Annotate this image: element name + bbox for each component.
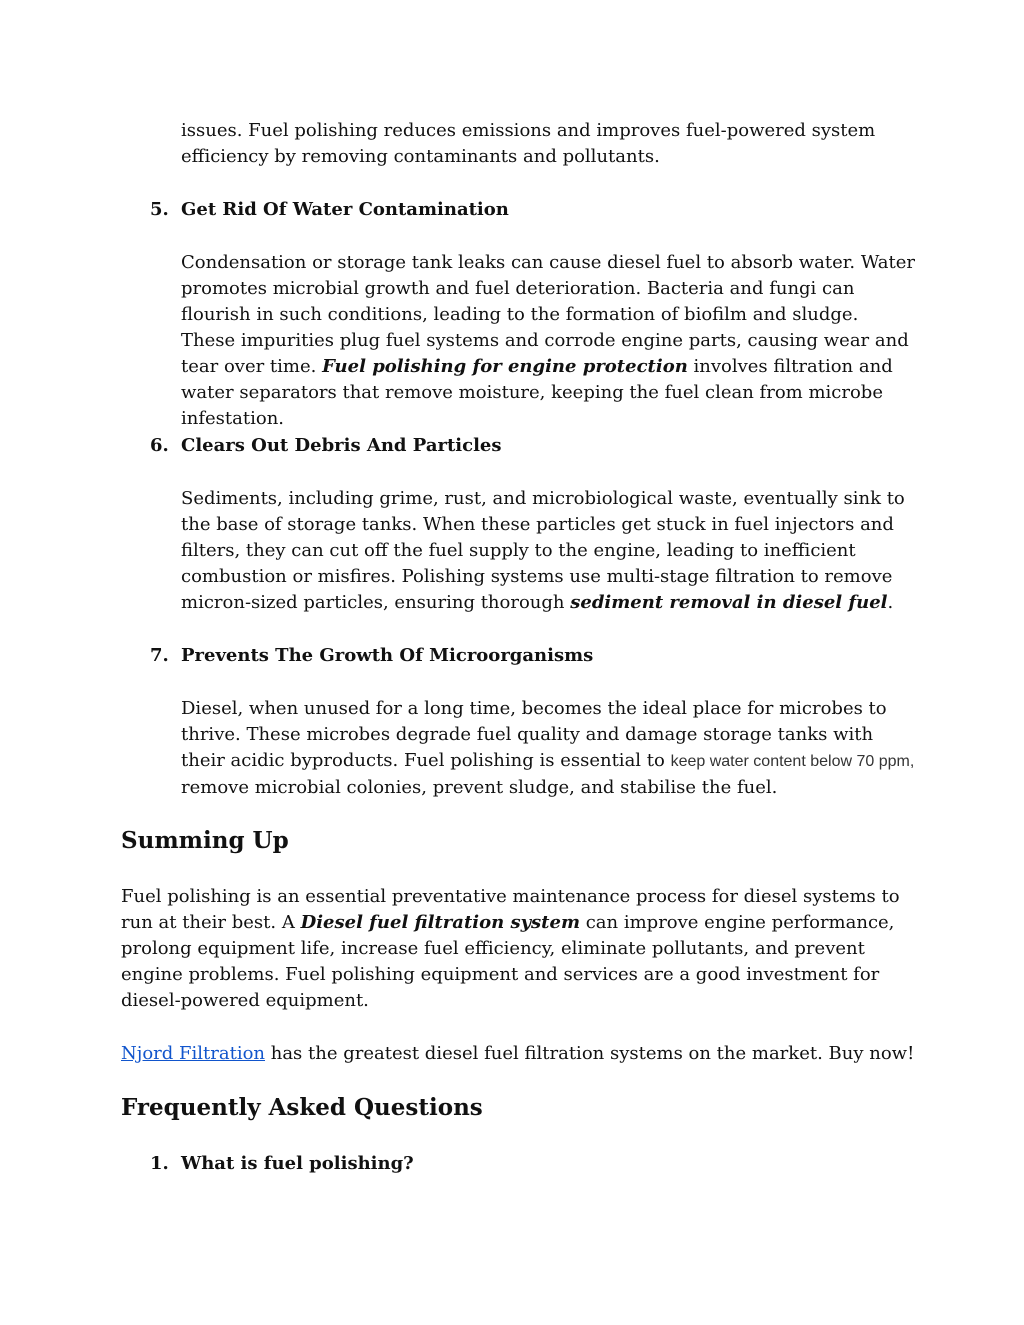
- list-item-heading-7: [150, 643, 910, 669]
- body-text: Fuel polishing is an essential preventative maintenance process for diesel systems to run at their best. A: [121, 886, 900, 933]
- list-item-body-6: [181, 486, 917, 616]
- njord-filtration-link[interactable]: Njord Filtration: [121, 1043, 266, 1064]
- emphasis-text: sediment removal in diesel fuel: [570, 592, 888, 613]
- list-item-title: Clears Out Debris And Particles: [181, 435, 502, 456]
- list-item-heading-6: [150, 433, 910, 459]
- faq-item-1: [150, 1151, 910, 1177]
- list-item-number: 5.: [150, 199, 169, 220]
- list-item-title: Prevents The Growth Of Microorganisms: [181, 645, 594, 666]
- cta-text: has the greatest diesel fuel filtration systems on the market. Buy now!: [265, 1043, 915, 1064]
- list-item-body-5: [181, 250, 917, 432]
- list-item-number: 7.: [150, 645, 169, 666]
- intro-line-1: issues. Fuel polishing reduces emissions and improves fuel-powered system: [181, 120, 876, 141]
- cta-paragraph: [121, 1041, 917, 1067]
- list-item-heading-5: [150, 197, 910, 223]
- section-heading-summing-up: Summing Up: [121, 827, 289, 854]
- emphasis-text: Diesel fuel filtration system: [300, 912, 580, 933]
- intro-paragraph: [181, 118, 917, 170]
- body-text: involves filtration and water separators that remove moisture, keeping the fuel clean from microbe infestation.: [181, 356, 893, 429]
- list-item-number: 6.: [150, 435, 169, 456]
- body-text: Condensation or storage tank leaks can cause diesel fuel to absorb water. Water promotes microbial growth and fuel deterioration. Bacteria and fungi can flourish in such conditions, leading to the formation of biofilm and sludge. These impurities plug fuel systems and corrode engine parts, causing wear and tear over time.: [181, 252, 916, 377]
- list-item-title: Get Rid Of Water Contamination: [181, 199, 509, 220]
- body-text: remove microbial colonies, prevent sludge, and stabilise the fuel.: [181, 777, 778, 798]
- faq-item-number: 1.: [150, 1153, 169, 1174]
- summing-up-paragraph: [121, 884, 917, 1014]
- intro-line-2: efficiency by removing contaminants and pollutants.: [181, 146, 660, 167]
- faq-question: What is fuel polishing?: [181, 1153, 414, 1174]
- body-text: Sediments, including grime, rust, and microbiological waste, eventually sink to the base of storage tanks. When these particles get stuck in fuel injectors and filters, they can cut off the fuel supply to the engine, leading to inefficient combustion or misfires. Polishing systems use multi-stage filtration to remove micron-sized particles, ensuring thorough: [181, 488, 905, 613]
- list-item-body-7: [181, 696, 917, 801]
- body-text: .: [887, 592, 894, 613]
- body-text: can improve engine performance, prolong equipment life, increase fuel efficiency, eliminate pollutants, and prevent engine problems. Fuel polishing equipment and services are a good investment for diesel-powered equipment.: [121, 912, 895, 1011]
- sans-inline-text: keep water content below 70 ppm,: [670, 753, 915, 770]
- emphasis-text: Fuel polishing for engine protection: [322, 356, 688, 377]
- section-heading-faq: Frequently Asked Questions: [121, 1094, 483, 1121]
- body-text: Diesel, when unused for a long time, becomes the ideal place for microbes to thrive. These microbes degrade fuel quality and damage storage tanks with their acidic byproducts. Fuel polishing is essential to: [181, 698, 887, 771]
